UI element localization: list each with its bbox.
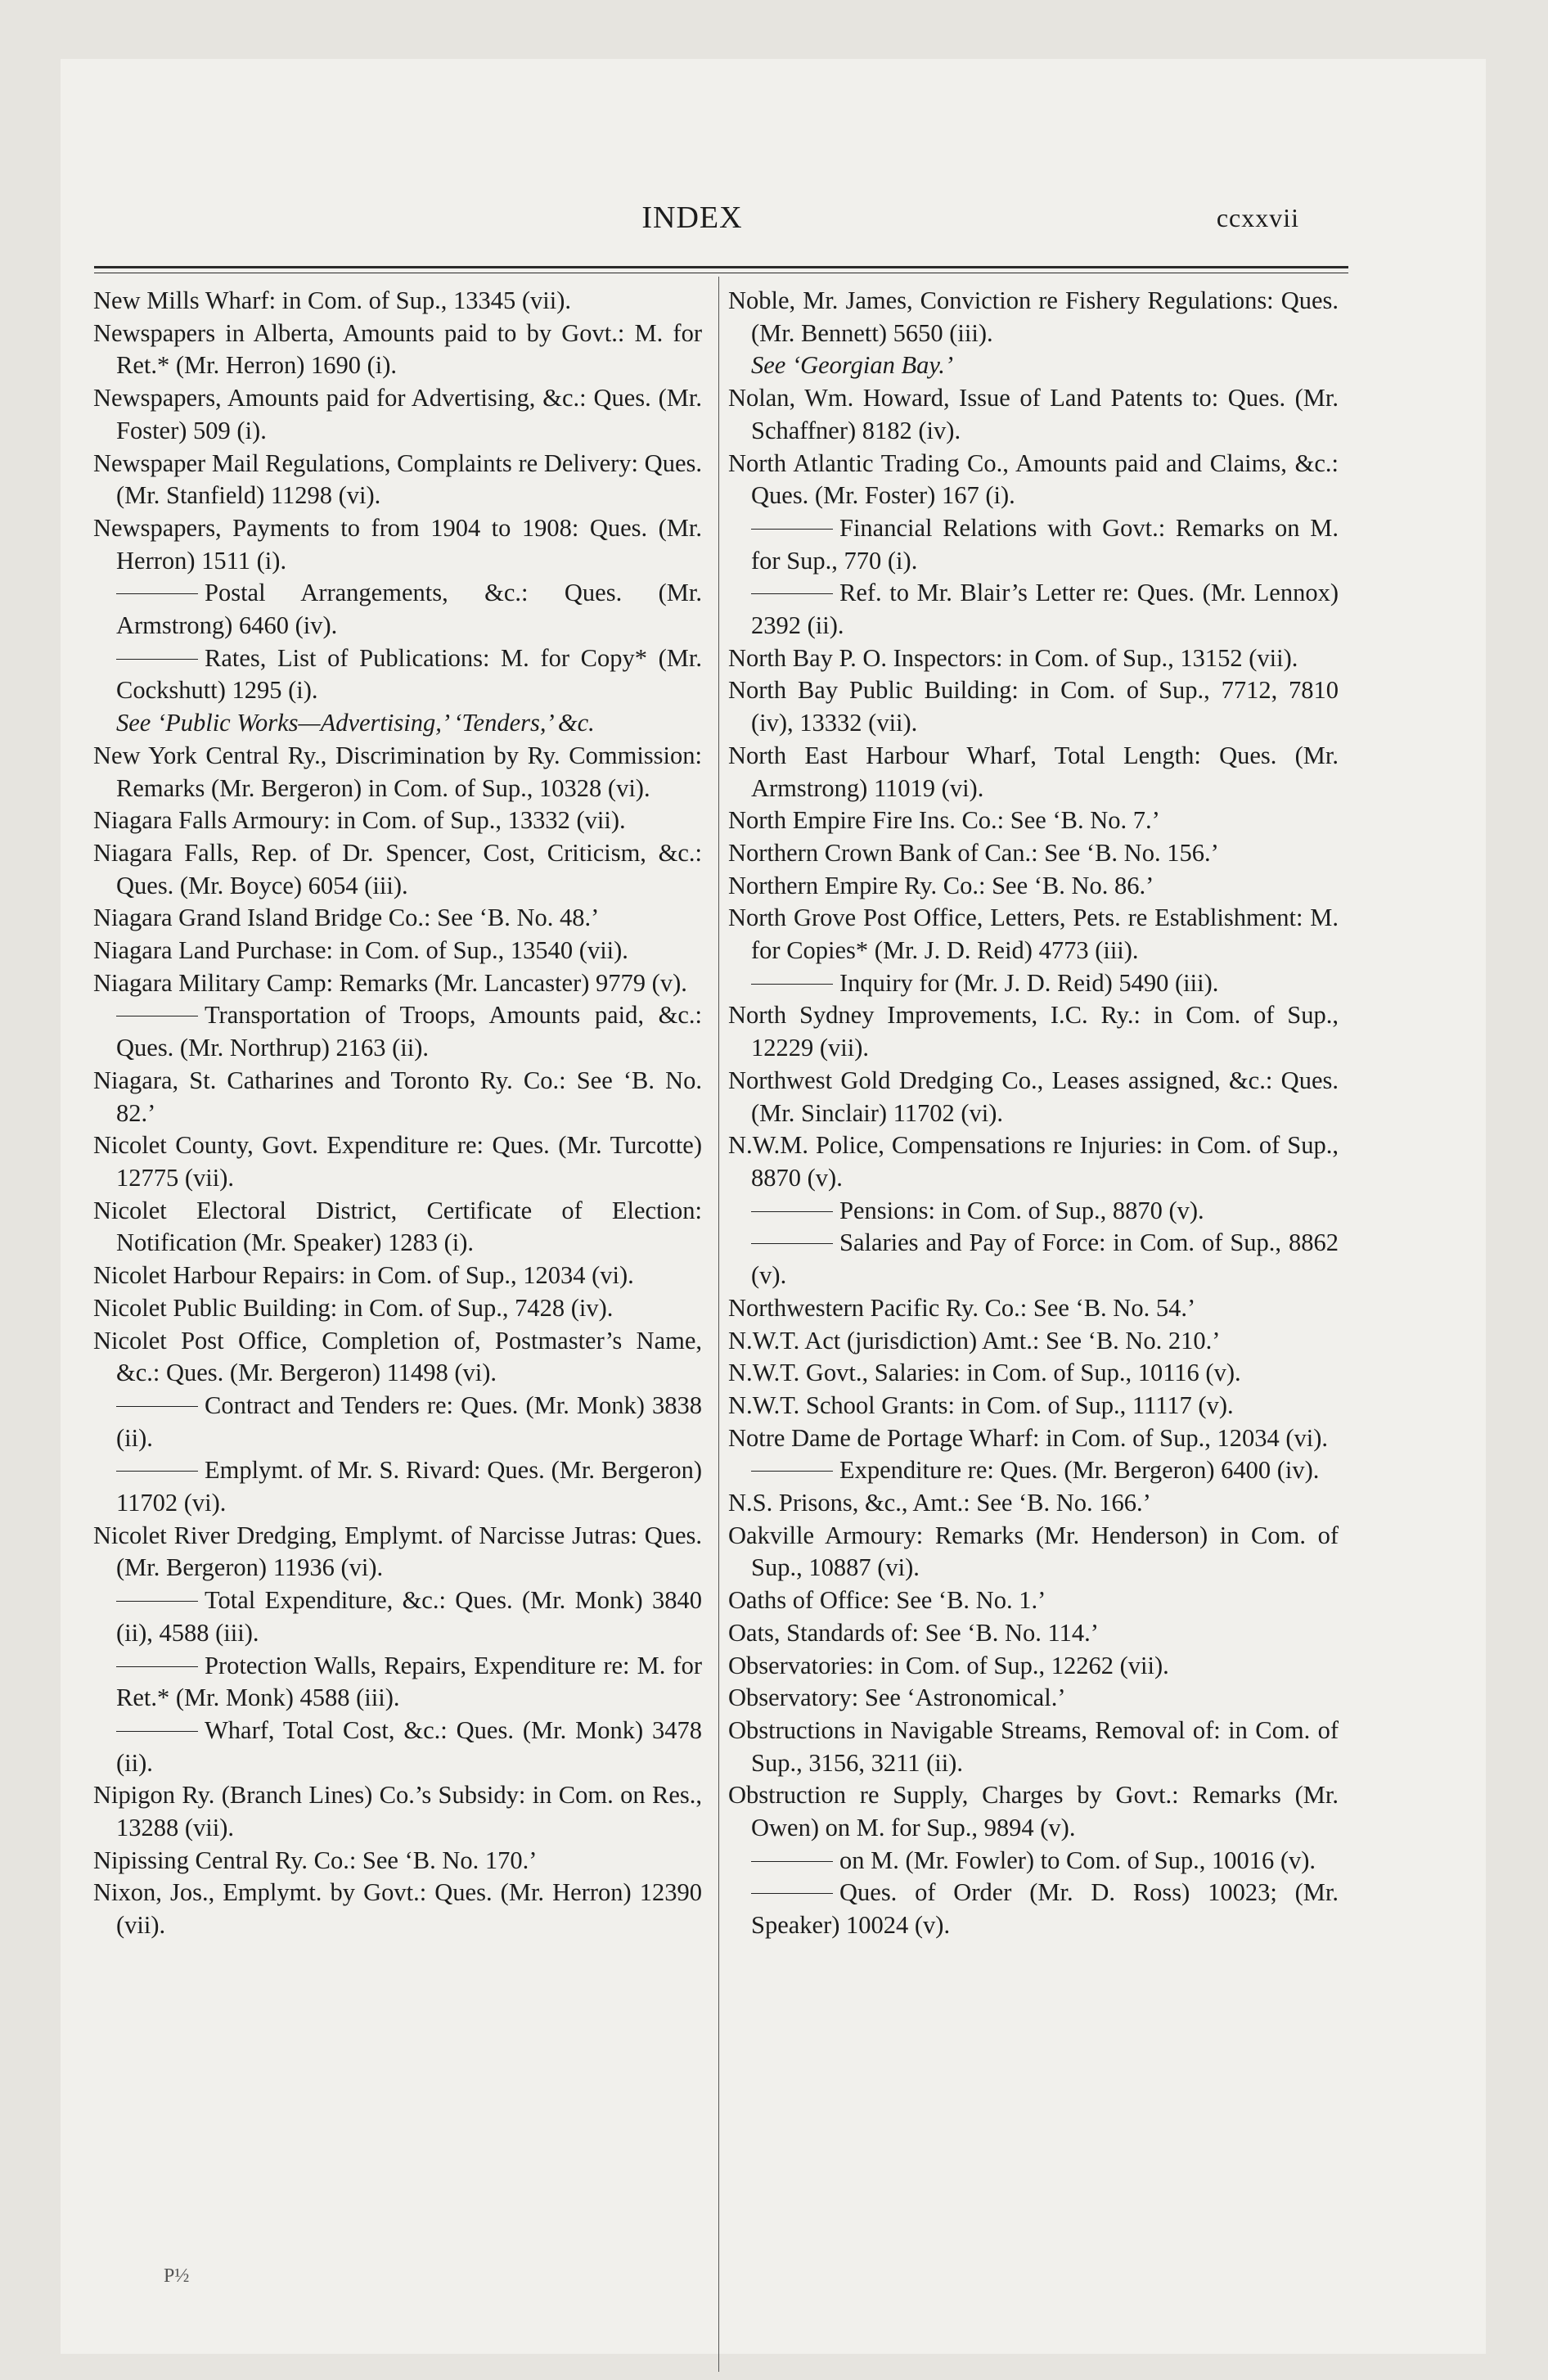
entry-text: North Bay P. O. Inspectors: in Com. of Sup., 13152 (vii). xyxy=(728,643,1298,672)
entry-text: Total Expenditure, &c.: Ques. (Mr. Monk) 3840 (ii), 4588 (iii). xyxy=(116,1586,702,1647)
repeat-dash xyxy=(751,1893,833,1894)
entry-text: North Atlantic Trading Co., Amounts paid and Claims, &c.: Ques. (Mr. Foster) 167 (i). xyxy=(728,449,1339,510)
repeat-dash xyxy=(751,1243,833,1244)
entry-text: Niagara Land Purchase: in Com. of Sup., 13540 (vii). xyxy=(93,936,628,965)
index-entry xyxy=(93,1129,702,1194)
index-entry xyxy=(728,902,1339,967)
entry-text: New Mills Wharf: in Com. of Sup., 13345 (vii). xyxy=(93,286,571,314)
entry-text: Inquiry for (Mr. J. D. Reid) 5490 (iii). xyxy=(839,968,1219,997)
index-entry xyxy=(728,740,1339,805)
entry-text: Observatories: in Com. of Sup., 12262 (vii). xyxy=(728,1651,1169,1679)
entry-text: North Sydney Improvements, I.C. Ry.: in Com. of Sup., 12229 (vii). xyxy=(728,1001,1339,1062)
entry-text: Northern Crown Bank of Can.: See ‘B. No. 156.’ xyxy=(728,838,1219,867)
index-entry xyxy=(728,837,1339,870)
entry-text: See ‘Georgian Bay.’ xyxy=(751,351,954,380)
entry-text: See ‘Public Works—Advertising,’ ‘Tenders,’ &c. xyxy=(116,709,595,737)
index-entry xyxy=(93,837,702,902)
entry-text: Nipigon Ry. (Branch Lines) Co.’s Subsidy: in Com. on Res., 13288 (vii). xyxy=(93,1781,702,1842)
entry-text: Salaries and Pay of Force: in Com. of Sup., 8862 (v). xyxy=(751,1228,1339,1290)
repeat-dash xyxy=(116,1601,198,1602)
index-subentry xyxy=(93,1715,702,1779)
index-entry xyxy=(93,1779,702,1844)
index-entry xyxy=(728,1584,1339,1617)
page-title: INDEX xyxy=(641,201,743,235)
page-header xyxy=(61,200,1324,249)
entry-text: Nicolet Harbour Repairs: in Com. of Sup., 12034 (vi). xyxy=(93,1261,634,1290)
index-subentry xyxy=(728,1227,1339,1291)
entry-text: Nicolet Post Office, Completion of, Postmaster’s Name, &c.: Ques. (Mr. Bergeron) 11498 (vi). xyxy=(93,1326,702,1387)
entry-text: Observatory: See ‘Astronomical.’ xyxy=(728,1684,1066,1712)
entry-text: New York Central Ry., Discrimination by Ry. Commission: Remarks (Mr. Bergeron) in Com. of Sup., 10328 (vi). xyxy=(93,741,702,802)
entry-text: Nicolet County, Govt. Expenditure re: Ques. (Mr. Turcotte) 12775 (vii). xyxy=(93,1131,702,1192)
entry-text: on M. (Mr. Fowler) to Com. of Sup., 10016 (v). xyxy=(839,1846,1316,1874)
entry-text: Newspaper Mail Regulations, Complaints re Delivery: Ques. (Mr. Stanfield) 11298 (vi). xyxy=(93,449,702,510)
repeat-dash xyxy=(751,1861,833,1862)
entry-text: Newspapers, Payments to from 1904 to 1908: Ques. (Mr. Herron) 1511 (i). xyxy=(93,513,702,575)
index-entry xyxy=(728,1065,1339,1129)
entry-text: Notre Dame de Portage Wharf: in Com. of Sup., 12034 (vi). xyxy=(728,1423,1328,1452)
repeat-dash xyxy=(751,529,833,530)
entry-text: Wharf, Total Cost, &c.: Ques. (Mr. Monk) 3478 (ii). xyxy=(116,1715,702,1777)
entry-text: Pensions: in Com. of Sup., 8870 (v). xyxy=(839,1196,1204,1224)
repeat-dash xyxy=(751,1211,833,1212)
index-entry xyxy=(728,349,1339,382)
index-entry xyxy=(93,805,702,837)
entry-text: Niagara Falls Armoury: in Com. of Sup., 13332 (vii). xyxy=(93,806,626,835)
index-entry xyxy=(93,1325,702,1390)
repeat-dash xyxy=(751,984,833,985)
entry-text: Noble, Mr. James, Conviction re Fishery Regulations: Ques. (Mr. Bennett) 5650 (iii). xyxy=(728,286,1339,347)
index-entry xyxy=(93,1065,702,1129)
index-entry xyxy=(93,1520,702,1584)
entry-text: Oakville Armoury: Remarks (Mr. Henderson) in Com. of Sup., 10887 (vi). xyxy=(728,1521,1339,1582)
index-entry xyxy=(728,674,1339,739)
index-entry xyxy=(93,285,702,318)
entry-text: Nixon, Jos., Emplymt. by Govt.: Ques. (Mr. Herron) 12390 (vii). xyxy=(93,1878,702,1940)
index-subentry xyxy=(728,512,1339,577)
index-entry xyxy=(728,1487,1339,1520)
entry-text: Newspapers in Alberta, Amounts paid to by Govt.: M. for Ret.* (Mr. Herron) 1690 (i). xyxy=(93,318,702,380)
entry-text: Contract and Tenders re: Ques. (Mr. Monk) 3838 (ii). xyxy=(116,1391,702,1452)
entry-text: Financial Relations with Govt.: Remarks on M. for Sup., 770 (i). xyxy=(751,513,1339,575)
index-entry xyxy=(93,512,702,577)
entry-text: Nicolet Electoral District, Certificate of Election: Notification (Mr. Speaker) 1283 (i). xyxy=(93,1196,702,1257)
entry-text: Niagara Military Camp: Remarks (Mr. Lancaster) 9779 (v). xyxy=(93,968,687,997)
index-subentry xyxy=(728,1877,1339,1941)
entry-text: North Bay Public Building: in Com. of Sup., 7712, 7810 (iv), 13332 (vii). xyxy=(728,676,1339,737)
index-subentry xyxy=(93,1584,702,1649)
index-subentry xyxy=(93,1650,702,1715)
entry-text: Expenditure re: Ques. (Mr. Bergeron) 6400 (iv). xyxy=(839,1456,1320,1485)
index-entry xyxy=(728,1650,1339,1683)
entry-text: Northwestern Pacific Ry. Co.: See ‘B. No. 54.’ xyxy=(728,1293,1196,1322)
index-entry xyxy=(728,1292,1339,1325)
page-number: ccxxvii xyxy=(1216,203,1299,232)
index-subentry xyxy=(93,1390,702,1454)
index-subentry xyxy=(93,642,702,707)
index-entry xyxy=(728,382,1339,447)
index-entry xyxy=(728,1390,1339,1422)
index-column-left xyxy=(93,285,702,1942)
entry-text: Emplymt. of Mr. S. Rivard: Ques. (Mr. Bergeron) 11702 (vi). xyxy=(116,1456,702,1517)
repeat-dash xyxy=(116,1666,198,1667)
index-entry xyxy=(93,1292,702,1325)
index-entry xyxy=(93,740,702,805)
header-rule-thick xyxy=(94,266,1348,268)
index-entry xyxy=(728,870,1339,903)
entry-text: N.S. Prisons, &c., Amt.: See ‘B. No. 166.’ xyxy=(728,1489,1151,1517)
index-entry xyxy=(93,318,702,382)
index-entry xyxy=(728,1682,1339,1715)
index-subentry xyxy=(728,967,1339,1000)
index-subentry xyxy=(728,1195,1339,1228)
entry-text: Transportation of Troops, Amounts paid, &c.: Ques. (Mr. Northrup) 2163 (ii). xyxy=(116,1001,702,1062)
index-entry xyxy=(93,967,702,1000)
column-divider xyxy=(718,277,719,2372)
index-entry xyxy=(728,1422,1339,1455)
index-entry xyxy=(93,935,702,967)
index-entry xyxy=(728,1715,1339,1779)
index-entry xyxy=(728,1129,1339,1194)
entry-text: Nolan, Wm. Howard, Issue of Land Patents to: Ques. (Mr. Schaffner) 8182 (iv). xyxy=(728,384,1339,444)
index-subentry xyxy=(728,1845,1339,1877)
entry-text: N.W.T. Govt., Salaries: in Com. of Sup., 10116 (v). xyxy=(728,1359,1241,1387)
index-entry xyxy=(93,382,702,447)
entry-text: N.W.T. Act (jurisdiction) Amt.: See ‘B. No. 210.’ xyxy=(728,1326,1221,1355)
entry-text: Niagara, St. Catharines and Toronto Ry. Co.: See ‘B. No. 82.’ xyxy=(93,1066,702,1127)
index-subentry xyxy=(93,577,702,642)
index-subentry xyxy=(728,1454,1339,1487)
index-entry xyxy=(93,1195,702,1260)
index-entry xyxy=(728,1357,1339,1390)
index-entry xyxy=(728,1325,1339,1358)
entry-text: Northwest Gold Dredging Co., Leases assigned, &c.: Ques. (Mr. Sinclair) 11702 (vi). xyxy=(728,1066,1339,1127)
entry-text: Oats, Standards of: See ‘B. No. 114.’ xyxy=(728,1618,1099,1647)
index-entry xyxy=(728,285,1339,349)
repeat-dash xyxy=(751,1471,833,1472)
index-entry xyxy=(728,805,1339,837)
index-subentry xyxy=(93,1454,702,1519)
index-column-right xyxy=(728,285,1339,1942)
repeat-dash xyxy=(116,1471,198,1472)
index-entry xyxy=(728,642,1339,675)
index-entry xyxy=(728,1520,1339,1584)
entry-text: Nipissing Central Ry. Co.: See ‘B. No. 170.’ xyxy=(93,1846,538,1874)
repeat-dash xyxy=(751,593,833,594)
entry-text: North East Harbour Wharf, Total Length: Ques. (Mr. Armstrong) 11019 (vi). xyxy=(728,741,1339,802)
printer-signature-mark: P½ xyxy=(164,2265,190,2287)
index-entry xyxy=(93,1260,702,1292)
entry-text: Obstructions in Navigable Streams, Removal of: in Com. of Sup., 3156, 3211 (ii). xyxy=(728,1715,1339,1777)
index-subentry xyxy=(93,999,702,1064)
entry-text: N.W.T. School Grants: in Com. of Sup., 11117 (v). xyxy=(728,1391,1234,1419)
entry-text: Rates, List of Publications: M. for Copy* (Mr. Cockshutt) 1295 (i). xyxy=(116,643,702,705)
repeat-dash xyxy=(116,1406,198,1407)
index-entry xyxy=(93,1877,702,1941)
repeat-dash xyxy=(116,593,198,594)
index-entry xyxy=(728,1779,1339,1844)
entry-text: Newspapers, Amounts paid for Advertising, &c.: Ques. (Mr. Foster) 509 (i). xyxy=(93,384,702,444)
entry-text: Niagara Falls, Rep. of Dr. Spencer, Cost, Criticism, &c.: Ques. (Mr. Boyce) 6054 (iii). xyxy=(93,838,702,899)
entry-text: Northern Empire Ry. Co.: See ‘B. No. 86.’ xyxy=(728,871,1154,899)
entry-text: Ques. of Order (Mr. D. Ross) 10023; (Mr. Speaker) 10024 (v). xyxy=(751,1878,1339,1940)
entry-text: Ref. to Mr. Blair’s Letter re: Ques. (Mr. Lennox) 2392 (ii). xyxy=(751,579,1339,640)
entry-text: Protection Walls, Repairs, Expenditure re: M. for Ret.* (Mr. Monk) 4588 (iii). xyxy=(116,1651,702,1712)
index-subentry xyxy=(728,577,1339,642)
entry-text: Nicolet Public Building: in Com. of Sup., 7428 (iv). xyxy=(93,1293,614,1322)
entry-text: N.W.M. Police, Compensations re Injuries: in Com. of Sup., 8870 (v). xyxy=(728,1131,1339,1192)
index-entry xyxy=(93,448,702,512)
entry-text: North Grove Post Office, Letters, Pets. re Establishment: M. for Copies* (Mr. J. D. Reid) 4773 (iii). xyxy=(728,904,1339,965)
index-entry xyxy=(728,999,1339,1064)
index-entry xyxy=(93,707,702,740)
index-entry xyxy=(93,1845,702,1877)
index-entry xyxy=(93,902,702,935)
entry-text: Oaths of Office: See ‘B. No. 1.’ xyxy=(728,1586,1046,1615)
entry-text: Niagara Grand Island Bridge Co.: See ‘B. No. 48.’ xyxy=(93,904,600,932)
entry-text: Postal Arrangements, &c.: Ques. (Mr. Armstrong) 6460 (iv). xyxy=(116,579,702,640)
entry-text: Nicolet River Dredging, Emplymt. of Narcisse Jutras: Ques. (Mr. Bergeron) 11936 (vi). xyxy=(93,1521,702,1582)
repeat-dash xyxy=(116,659,198,660)
entry-text: North Empire Fire Ins. Co.: See ‘B. No. 7.’ xyxy=(728,806,1160,835)
repeat-dash xyxy=(116,1731,198,1732)
index-entry xyxy=(728,1617,1339,1650)
index-entry xyxy=(728,448,1339,512)
entry-text: Obstruction re Supply, Charges by Govt.: Remarks (Mr. Owen) on M. for Sup., 9894 (v). xyxy=(728,1781,1339,1842)
